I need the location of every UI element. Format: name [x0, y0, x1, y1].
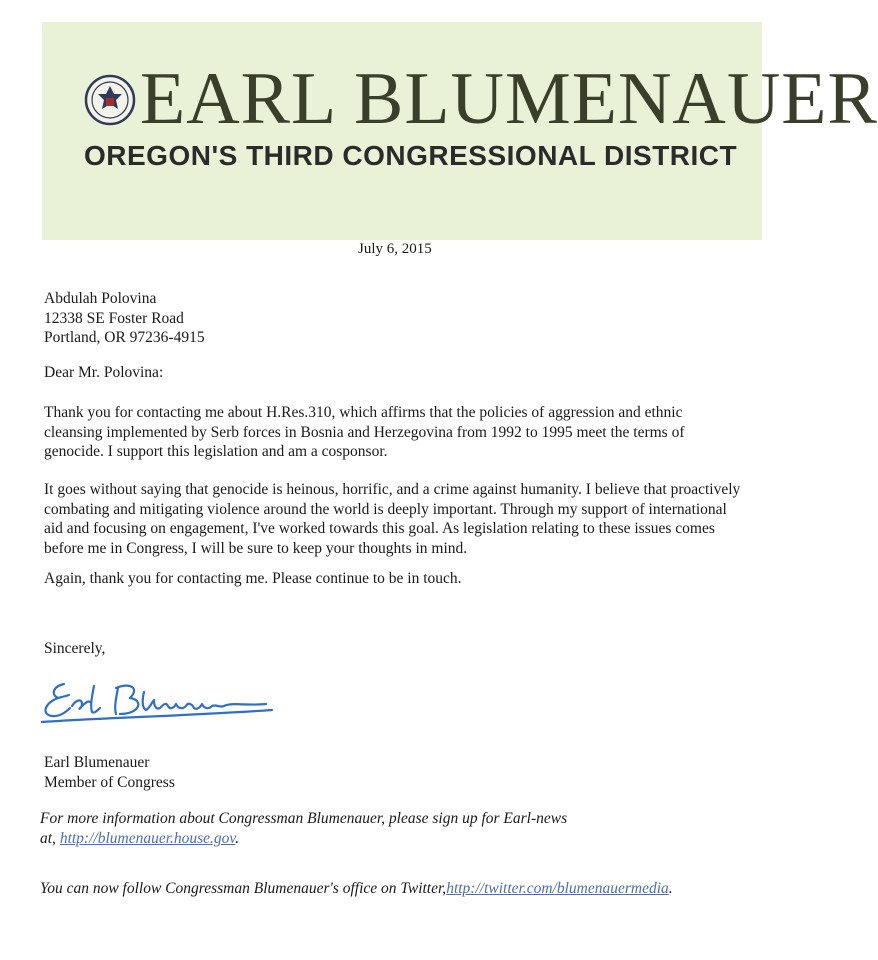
footer-twitter [40, 880, 673, 898]
letter-date: July 6, 2015 [358, 241, 432, 257]
body-paragraph-2 [44, 480, 740, 558]
twitter-prefix: You can now follow Congressman Blumenauer's office on Twitter, [40, 880, 447, 897]
letterhead-banner [42, 22, 878, 240]
house-website-link[interactable]: http://blumenauer.house.gov [59, 830, 236, 847]
signer-title: Member of Congress [44, 773, 175, 791]
footer-info-prefix: at, [40, 830, 60, 847]
recipient-city: Portland, OR 97236-4915 [44, 329, 205, 346]
recipient-street: 12338 SE Foster Road [44, 309, 184, 327]
handwritten-signature [36, 672, 276, 732]
twitter-suffix: . [668, 880, 673, 897]
footer-info-line-2 [40, 829, 567, 849]
paragraph-line: Thank you for contacting me about H.Res.310, which affirms that the policies of aggression and ethnic [44, 404, 683, 421]
letterhead-name: EARL BLUMENAUER [140, 58, 878, 140]
signer-name: Earl Blumenauer [44, 754, 150, 771]
paragraph-line: aid and focusing on engagement, I've worked towards this goal. As legislation relating to these issues comes [44, 520, 715, 537]
letterhead-district: OREGON'S THIRD CONGRESSIONAL DISTRICT [84, 140, 738, 171]
footer-info-line: For more information about Congressman Blumenauer, please sign up for Earl-news [40, 810, 568, 827]
recipient-address [44, 289, 205, 348]
paragraph-line: combating and mitigating violence around the world is deeply important. Through my support of international [44, 500, 727, 518]
house-seal-icon [84, 74, 136, 126]
body-paragraph-3: Again, thank you for contacting me. Please continue to be in touch. [44, 570, 462, 587]
greeting: Dear Mr. Polovina: [44, 364, 164, 381]
paragraph-line: It goes without saying that genocide is heinous, horrific, and a crime against humanity. I believe that proactively [44, 481, 741, 498]
closing: Sincerely, [44, 640, 106, 657]
body-paragraph-1 [44, 403, 685, 462]
signer-block [44, 753, 175, 792]
footer-info-suffix: . [235, 830, 240, 847]
paragraph-line: genocide. I support this legislation and am a cosponsor. [44, 443, 388, 460]
paragraph-line: before me in Congress, I will be sure to keep your thoughts in mind. [44, 539, 468, 557]
recipient-name: Abdulah Polovina [44, 290, 157, 307]
twitter-link[interactable]: http://twitter.com/blumenauermedia [446, 880, 669, 897]
footer-info [40, 809, 567, 849]
paragraph-line: cleansing implemented by Serb forces in Bosnia and Herzegovina from 1992 to 1995 meet the terms of [44, 423, 685, 441]
